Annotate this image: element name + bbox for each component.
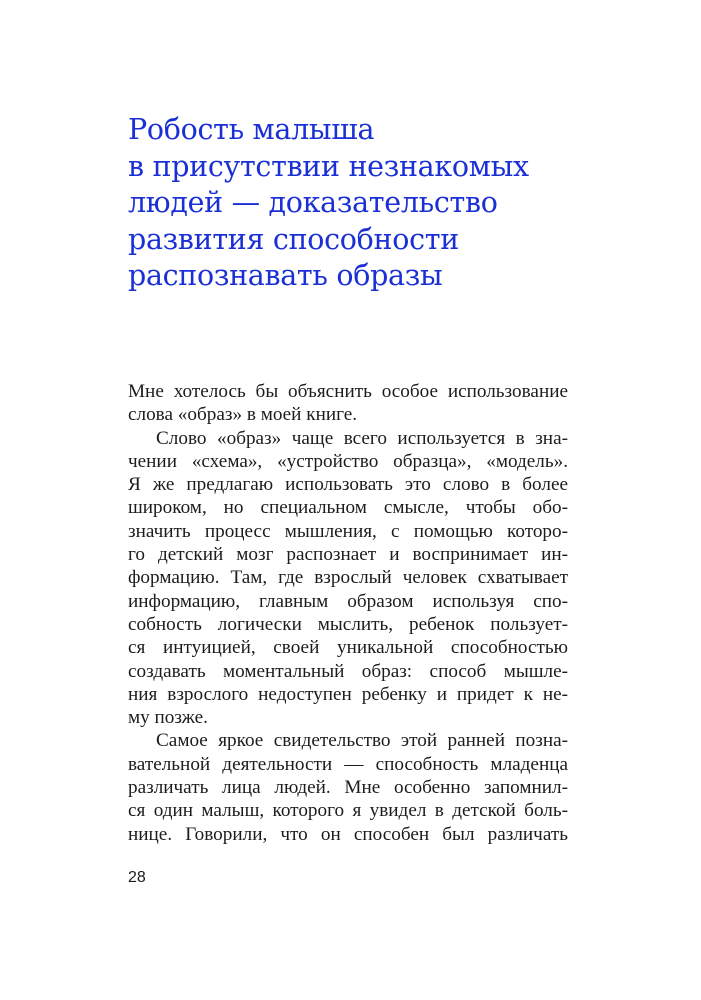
text-line: Слово «образ» чаще всего используется в зна- (156, 427, 568, 449)
text-line: ся интуицией, своей уникальной способностью (128, 637, 568, 659)
chapter-title-line: распознавать образы (128, 259, 443, 292)
text-line: информацию, главным образом используя спо- (128, 590, 568, 612)
text-line: создавать моментальный образ: способ мышле- (128, 660, 568, 682)
text-line: слова «образ» в моей книге. (128, 404, 358, 426)
text-line: вательной деятельности — способность младенца (128, 753, 568, 775)
chapter-title-line: Робость малыша (128, 113, 375, 146)
text-line: му позже. (128, 707, 208, 729)
paragraph-face-recognition (128, 729, 568, 845)
text-line: чении «схема», «устройство образца», «модель». (128, 450, 568, 472)
page-number: 28 (128, 869, 146, 886)
chapter-title (128, 112, 608, 295)
text-line: широком, но специальном смысле, чтобы обо- (128, 497, 568, 519)
paragraph-image-definition (128, 427, 568, 730)
text-line: Мне хотелось бы объяснить особое использование (128, 381, 568, 402)
chapter-title-line: в присутствии незнакомых (128, 149, 529, 183)
text-line: Самое яркое свидетельство этой ранней позна- (156, 730, 568, 752)
text-line: собность логически мыслить, ребенок пользует- (128, 613, 568, 635)
text-line: ся один малыш, которого я увидел в детской боль- (128, 800, 568, 822)
chapter-title-line: развития способности (128, 222, 459, 256)
text-line: формацию. Там, где взрослый человек схватывает (128, 567, 568, 589)
text-line: ния взрослого недоступен ребенку и придет к не- (128, 683, 568, 705)
paragraph-intro (128, 380, 568, 427)
chapter-title-line: людей — доказательство (128, 186, 498, 219)
text-line: Я же предлагаю использовать это слово в более (128, 474, 568, 496)
text-line: го детский мозг распознает и воспринимает ин- (128, 544, 568, 566)
text-line: нице. Говорили, что он способен был различать (128, 823, 568, 845)
body-text (128, 380, 568, 846)
text-line: различать лица людей. Мне особенно запомнил- (128, 777, 568, 799)
text-line: значить процесс мышления, с помощью которо- (128, 520, 568, 542)
